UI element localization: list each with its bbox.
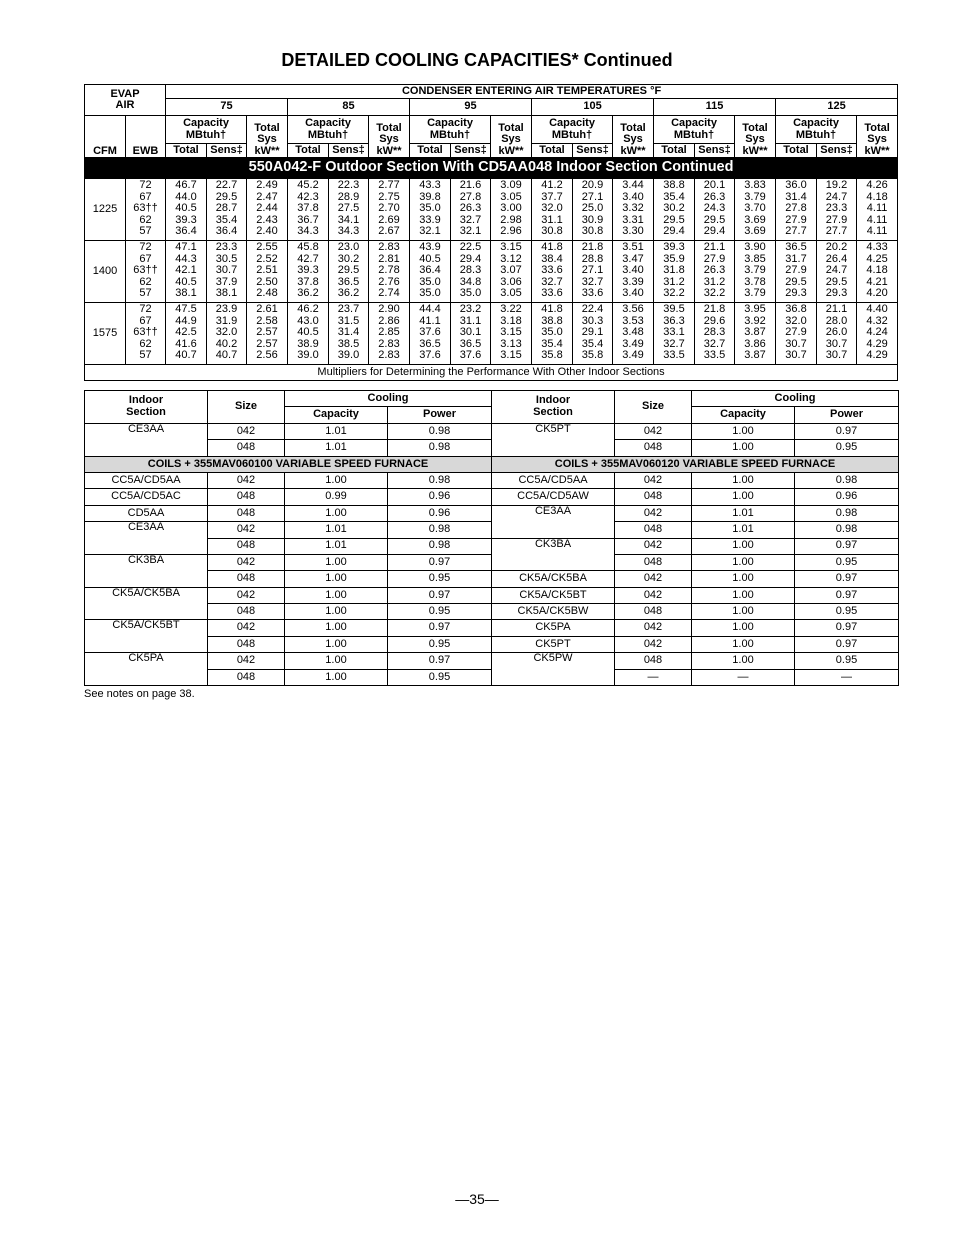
total-header: Total — [166, 144, 207, 158]
power-cell: 0.95 — [388, 571, 492, 587]
kw-cell: 2.83 2.81 2.78 2.76 2.74 — [369, 241, 410, 303]
capacity-cell: 1.00 — [692, 472, 795, 488]
power-cell: 0.96 — [388, 489, 492, 505]
size-cell: 048 — [208, 489, 285, 505]
total-cell: 39.3 35.9 31.8 31.2 32.2 — [654, 241, 695, 303]
capacity-cell: 1.00 — [285, 653, 388, 669]
table-row — [85, 620, 899, 636]
capacity-cell: 1.00 — [692, 538, 795, 554]
kw-cell: 3.51 3.47 3.40 3.39 3.40 — [613, 241, 654, 303]
size-cell: 042 — [208, 554, 285, 570]
kw-cell: 2.61 2.58 2.57 2.57 2.56 — [247, 303, 288, 365]
furnace-header-right: COILS + 355MAV060120 VARIABLE SPEED FURNACE — [492, 456, 899, 472]
total-header: Total — [410, 144, 451, 158]
power-cell: 0.98 — [795, 522, 899, 538]
total-sys-kw-header: Total Sys kW** — [491, 116, 532, 158]
capacity-cell: 1.00 — [692, 571, 795, 587]
capacity-mbtuh-header: Capacity MBtuh† — [532, 116, 613, 144]
capacity-cell: 1.00 — [692, 587, 795, 603]
indoor-section-cell: CD5AA — [85, 505, 208, 521]
size-header: Size — [208, 391, 285, 424]
total-cell: 45.2 42.3 37.8 36.7 34.3 — [288, 179, 329, 241]
indoor-section-cell: CK3BA — [492, 538, 615, 571]
size-cell: 042 — [615, 505, 692, 521]
power-cell: 0.98 — [795, 505, 899, 521]
indoor-section-cell: CK5A/CK5BT — [85, 620, 208, 653]
total-sys-kw-header: Total Sys kW** — [857, 116, 898, 158]
capacity-cell: 1.00 — [692, 653, 795, 669]
indoor-section-cell: CE3AA — [85, 522, 208, 555]
capacity-cell: 1.00 — [285, 587, 388, 603]
power-header: Power — [388, 407, 492, 423]
table-row — [85, 587, 899, 603]
capacity-cell: 1.01 — [285, 538, 388, 554]
power-cell: 0.96 — [795, 489, 899, 505]
table-row — [85, 179, 898, 241]
footnote: See notes on page 38. — [84, 688, 195, 700]
capacity-cell: 1.00 — [285, 604, 388, 620]
power-cell: 0.97 — [795, 538, 899, 554]
size-cell: 048 — [208, 604, 285, 620]
sens-cell: 23.3 30.5 30.7 37.9 38.1 — [207, 241, 247, 303]
capacity-cell: 1.00 — [692, 604, 795, 620]
indoor-section-header-right: Indoor Section — [492, 391, 615, 424]
total-cell: 41.2 37.7 32.0 31.1 30.8 — [532, 179, 573, 241]
power-cell: 0.95 — [388, 669, 492, 685]
size-cell: 048 — [615, 440, 692, 456]
total-sys-kw-header: Total Sys kW** — [369, 116, 410, 158]
temp-header-105: 105 — [532, 99, 654, 116]
capacity-cell: 1.00 — [692, 554, 795, 570]
kw-cell: 3.15 3.12 3.07 3.06 3.05 — [491, 241, 532, 303]
cfm-cell: 1225 — [85, 179, 126, 241]
kw-cell: 3.44 3.40 3.32 3.31 3.30 — [613, 179, 654, 241]
power-cell: 0.95 — [795, 554, 899, 570]
total-cell: 41.8 38.4 33.6 32.7 33.6 — [532, 241, 573, 303]
sens-cell: 23.9 31.9 32.0 40.2 40.7 — [207, 303, 247, 365]
cooling-capacities-table — [84, 84, 898, 381]
table-row — [85, 505, 899, 521]
table-row — [85, 538, 899, 554]
total-cell: 46.2 43.0 40.5 38.9 39.0 — [288, 303, 329, 365]
power-cell: — — [795, 669, 899, 685]
table-row — [85, 489, 899, 505]
size-cell: — — [615, 669, 692, 685]
capacity-cell: 1.00 — [285, 554, 388, 570]
capacity-cell: 1.00 — [692, 620, 795, 636]
kw-cell: 3.90 3.85 3.79 3.78 3.79 — [735, 241, 776, 303]
total-sys-kw-header: Total Sys kW** — [247, 116, 288, 158]
table-row — [85, 472, 899, 488]
size-cell: 042 — [615, 538, 692, 554]
sens-cell: 21.6 27.8 26.3 32.7 32.1 — [451, 179, 491, 241]
size-cell: 042 — [615, 636, 692, 652]
total-header: Total — [654, 144, 695, 158]
capacity-cell: 1.00 — [285, 620, 388, 636]
kw-cell: 2.49 2.47 2.44 2.43 2.40 — [247, 179, 288, 241]
cfm-cell: 1575 — [85, 303, 126, 365]
page-number: —35— — [455, 1191, 499, 1207]
power-cell: 0.95 — [388, 636, 492, 652]
power-cell: 0.95 — [795, 604, 899, 620]
capacity-cell: 1.00 — [285, 669, 388, 685]
table-row — [85, 571, 899, 587]
indoor-section-cell: CC5A/CD5AC — [85, 489, 208, 505]
sens-cell: 23.2 31.1 30.1 36.5 37.6 — [451, 303, 491, 365]
sens-cell: 22.5 29.4 28.3 34.8 35.0 — [451, 241, 491, 303]
sens-cell: 20.2 26.4 24.7 29.5 29.3 — [817, 241, 857, 303]
capacity-cell: — — [692, 669, 795, 685]
capacity-mbtuh-header: Capacity MBtuh† — [776, 116, 857, 144]
indoor-section-cell: CK5A/CK5BA — [492, 571, 615, 587]
indoor-section-header: Indoor Section — [85, 391, 208, 424]
cooling-header: Cooling — [285, 391, 492, 407]
kw-cell: 2.90 2.86 2.85 2.83 2.83 — [369, 303, 410, 365]
total-cell: 38.8 35.4 30.2 29.5 29.4 — [654, 179, 695, 241]
sens-cell: 21.1 27.9 26.3 31.2 32.2 — [695, 241, 735, 303]
sens-cell: 20.9 27.1 25.0 30.9 30.8 — [573, 179, 613, 241]
sens-cell: 19.2 24.7 23.3 27.9 27.7 — [817, 179, 857, 241]
indoor-section-cell: CK5PT — [492, 423, 615, 456]
power-cell: 0.98 — [388, 423, 492, 439]
temp-header-125: 125 — [776, 99, 898, 116]
sens-cell: 23.0 30.2 29.5 36.5 36.2 — [329, 241, 369, 303]
size-cell: 042 — [208, 472, 285, 488]
size-cell: 042 — [208, 522, 285, 538]
indoor-section-cell: CE3AA — [492, 505, 615, 538]
sens-cell: 21.8 29.6 28.3 32.7 33.5 — [695, 303, 735, 365]
capacity-cell: 1.00 — [692, 440, 795, 456]
total-cell: 47.5 44.9 42.5 41.6 40.7 — [166, 303, 207, 365]
power-cell: 0.98 — [388, 440, 492, 456]
temp-header-75: 75 — [166, 99, 288, 116]
power-cell: 0.98 — [388, 472, 492, 488]
cooling-header-right: Cooling — [692, 391, 899, 407]
power-cell: 0.96 — [388, 505, 492, 521]
ewb-cell: 72 67 63†† 62 57 — [126, 303, 166, 365]
kw-cell: 4.40 4.32 4.24 4.29 4.29 — [857, 303, 898, 365]
sens-cell: 22.4 30.3 29.1 35.4 35.8 — [573, 303, 613, 365]
total-cell: 43.9 40.5 36.4 35.0 35.0 — [410, 241, 451, 303]
size-cell: 048 — [615, 489, 692, 505]
section-title: 550A042-F Outdoor Section With CD5AA048 Indoor Section Continued — [85, 158, 898, 179]
size-cell: 048 — [208, 669, 285, 685]
sens-cell: 20.1 26.3 24.3 29.5 29.4 — [695, 179, 735, 241]
total-cell: 44.4 41.1 37.6 36.5 37.6 — [410, 303, 451, 365]
indoor-section-cell: CK5A/CK5BT — [492, 587, 615, 603]
ewb-cell: 72 67 63†† 62 57 — [126, 241, 166, 303]
power-cell: 0.95 — [795, 653, 899, 669]
size-cell: 042 — [615, 587, 692, 603]
evap-air-header: EVAP AIR — [85, 85, 166, 116]
table-row — [85, 423, 899, 439]
power-cell: 0.98 — [795, 472, 899, 488]
total-header: Total — [776, 144, 817, 158]
size-cell: 048 — [208, 440, 285, 456]
capacity-cell: 1.00 — [692, 423, 795, 439]
capacity-cell: 0.99 — [285, 489, 388, 505]
sens-header: Sens‡ — [817, 144, 857, 158]
total-cell: 41.8 38.8 35.0 35.4 35.8 — [532, 303, 573, 365]
table-row — [85, 241, 898, 303]
sens-cell: 22.3 28.9 27.5 34.1 34.3 — [329, 179, 369, 241]
power-cell: 0.97 — [795, 587, 899, 603]
indoor-section-cell: CK5PA — [85, 653, 208, 686]
capacity-cell: 1.01 — [692, 522, 795, 538]
power-cell: 0.98 — [388, 538, 492, 554]
capacity-cell: 1.01 — [285, 522, 388, 538]
power-cell: 0.97 — [795, 423, 899, 439]
sens-cell: 21.1 28.0 26.0 30.7 30.7 — [817, 303, 857, 365]
kw-cell: 3.56 3.53 3.48 3.49 3.49 — [613, 303, 654, 365]
kw-cell: 3.83 3.79 3.70 3.69 3.69 — [735, 179, 776, 241]
sens-header: Sens‡ — [451, 144, 491, 158]
power-header-right: Power — [795, 407, 899, 423]
capacity-cell: 1.00 — [285, 636, 388, 652]
size-cell: 048 — [615, 522, 692, 538]
total-sys-kw-header: Total Sys kW** — [735, 116, 776, 158]
capacity-cell: 1.00 — [285, 472, 388, 488]
indoor-section-cell: CK5A/CK5BA — [85, 587, 208, 620]
size-cell: 048 — [208, 636, 285, 652]
size-cell: 042 — [615, 423, 692, 439]
indoor-section-cell: CK5A/CK5BW — [492, 604, 615, 620]
total-header: Total — [532, 144, 573, 158]
power-cell: 0.95 — [795, 440, 899, 456]
temp-header-95: 95 — [410, 99, 532, 116]
sens-header: Sens‡ — [207, 144, 247, 158]
capacity-cell: 1.01 — [692, 505, 795, 521]
size-cell: 042 — [208, 587, 285, 603]
power-cell: 0.97 — [388, 587, 492, 603]
size-cell: 042 — [615, 571, 692, 587]
capacity-cell: 1.00 — [285, 571, 388, 587]
table-row — [85, 604, 899, 620]
indoor-section-cell: CC5A/CD5AA — [492, 472, 615, 488]
capacity-header: Capacity — [285, 407, 388, 423]
size-cell: 042 — [208, 423, 285, 439]
indoor-section-cell: CK5PA — [492, 620, 615, 636]
size-cell: 042 — [615, 620, 692, 636]
table-row — [85, 303, 898, 365]
total-cell: 47.1 44.3 42.1 40.5 38.1 — [166, 241, 207, 303]
size-cell: 048 — [208, 538, 285, 554]
kw-cell: 4.33 4.25 4.18 4.21 4.20 — [857, 241, 898, 303]
kw-cell: 3.09 3.05 3.00 2.98 2.96 — [491, 179, 532, 241]
total-cell: 45.8 42.7 39.3 37.8 36.2 — [288, 241, 329, 303]
power-cell: 0.97 — [388, 554, 492, 570]
total-cell: 39.5 36.3 33.1 32.7 33.5 — [654, 303, 695, 365]
size-header-right: Size — [615, 391, 692, 424]
total-header: Total — [288, 144, 329, 158]
kw-cell: 2.77 2.75 2.70 2.69 2.67 — [369, 179, 410, 241]
power-cell: 0.95 — [388, 604, 492, 620]
kw-cell: 3.22 3.18 3.15 3.13 3.15 — [491, 303, 532, 365]
condenser-temp-header: CONDENSER ENTERING AIR TEMPERATURES °F — [166, 85, 898, 99]
ewb-header: EWB — [126, 116, 166, 158]
temp-header-115: 115 — [654, 99, 776, 116]
total-cell: 36.8 32.0 27.9 30.7 30.7 — [776, 303, 817, 365]
table-row — [85, 636, 899, 652]
power-cell: 0.97 — [795, 636, 899, 652]
sens-cell: 22.7 29.5 28.7 35.4 36.4 — [207, 179, 247, 241]
indoor-section-cell: CC5A/CD5AA — [85, 472, 208, 488]
sens-header: Sens‡ — [695, 144, 735, 158]
ewb-cell: 72 67 63†† 62 57 — [126, 179, 166, 241]
sens-cell: 21.8 28.8 27.1 32.7 33.6 — [573, 241, 613, 303]
indoor-section-cell: CK5PT — [492, 636, 615, 652]
sens-header: Sens‡ — [329, 144, 369, 158]
size-cell: 048 — [208, 571, 285, 587]
size-cell: 042 — [208, 653, 285, 669]
kw-cell: 3.95 3.92 3.87 3.86 3.87 — [735, 303, 776, 365]
kw-cell: 4.26 4.18 4.11 4.11 4.11 — [857, 179, 898, 241]
power-cell: 0.97 — [795, 620, 899, 636]
capacity-cell: 1.01 — [285, 423, 388, 439]
indoor-section-cell: CE3AA — [85, 423, 208, 456]
total-sys-kw-header: Total Sys kW** — [613, 116, 654, 158]
power-cell: 0.97 — [388, 620, 492, 636]
power-cell: 0.97 — [388, 653, 492, 669]
power-cell: 0.97 — [795, 571, 899, 587]
furnace-header-left: COILS + 355MAV060100 VARIABLE SPEED FURNACE — [85, 456, 492, 472]
table-row — [85, 653, 899, 669]
temp-header-85: 85 — [288, 99, 410, 116]
sens-header: Sens‡ — [573, 144, 613, 158]
size-cell: 048 — [615, 554, 692, 570]
multipliers-label: Multipliers for Determining the Performance With Other Indoor Sections — [85, 365, 898, 381]
cfm-header: CFM — [85, 116, 126, 158]
size-cell: 048 — [208, 505, 285, 521]
sens-cell: 23.7 31.5 31.4 38.5 39.0 — [329, 303, 369, 365]
kw-cell: 2.55 2.52 2.51 2.50 2.48 — [247, 241, 288, 303]
total-cell: 43.3 39.8 35.0 33.9 32.1 — [410, 179, 451, 241]
capacity-mbtuh-header: Capacity MBtuh† — [166, 116, 247, 144]
capacity-cell: 1.00 — [692, 489, 795, 505]
size-cell: 042 — [615, 472, 692, 488]
indoor-section-cell: CC5A/CD5AW — [492, 489, 615, 505]
size-cell: 042 — [208, 620, 285, 636]
total-cell: 46.7 44.0 40.5 39.3 36.4 — [166, 179, 207, 241]
multipliers-table — [84, 390, 899, 686]
capacity-mbtuh-header: Capacity MBtuh† — [654, 116, 735, 144]
size-cell: 048 — [615, 604, 692, 620]
capacity-header-right: Capacity — [692, 407, 795, 423]
capacity-cell: 1.01 — [285, 440, 388, 456]
indoor-section-cell: CK5PW — [492, 653, 615, 686]
page-title: DETAILED COOLING CAPACITIES* Continued — [281, 50, 673, 70]
power-cell: 0.98 — [388, 522, 492, 538]
capacity-cell: 1.00 — [692, 636, 795, 652]
capacity-mbtuh-header: Capacity MBtuh† — [288, 116, 369, 144]
size-cell: 048 — [615, 653, 692, 669]
total-cell: 36.5 31.7 27.9 29.5 29.3 — [776, 241, 817, 303]
total-cell: 36.0 31.4 27.8 27.9 27.7 — [776, 179, 817, 241]
cfm-cell: 1400 — [85, 241, 126, 303]
indoor-section-cell: CK3BA — [85, 554, 208, 587]
capacity-cell: 1.00 — [285, 505, 388, 521]
capacity-mbtuh-header: Capacity MBtuh† — [410, 116, 491, 144]
